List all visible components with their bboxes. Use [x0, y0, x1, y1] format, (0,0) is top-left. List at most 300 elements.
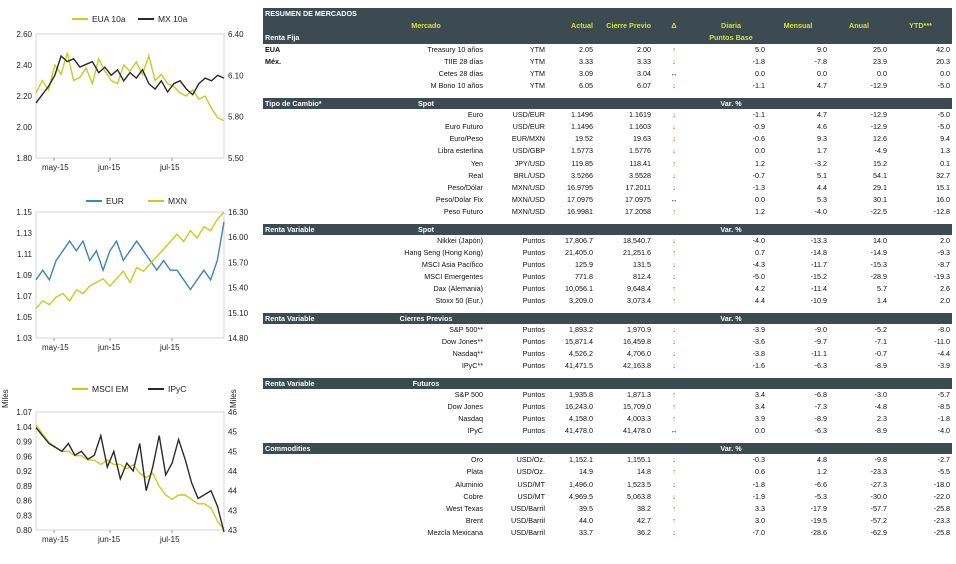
- trend-arrow-icon: ↑: [672, 515, 676, 525]
- row-daily: 1.2: [755, 206, 765, 216]
- trend-arrow-icon: ↓: [672, 134, 676, 144]
- row-monthly: -7.8: [814, 57, 827, 67]
- row-region: [263, 348, 367, 360]
- row-monthly: 4.8: [817, 455, 827, 465]
- y-right-tick: 16.30: [228, 208, 249, 217]
- row-actual: 4,526.2: [569, 349, 593, 359]
- row-region: [263, 336, 367, 348]
- row-market: Euro/Peso: [449, 134, 483, 144]
- x-tick-label: jul-15: [160, 535, 180, 544]
- row-ytd: -5.5: [937, 467, 951, 477]
- section-header: [263, 224, 952, 235]
- row-monthly: -3.2: [814, 158, 827, 168]
- row-annual: -14.9: [870, 247, 887, 257]
- row-annual: -5.2: [874, 325, 887, 335]
- trend-arrow-icon: ↓: [672, 122, 676, 132]
- row-ytd: 0.0: [940, 69, 951, 79]
- row-unit: Puntos: [522, 349, 545, 359]
- row-unit: USD/Oz.: [516, 467, 545, 477]
- y-left-tick: 0.83: [16, 511, 32, 521]
- row-annual: 29.1: [873, 182, 887, 192]
- col-mercado: Mercado: [367, 20, 485, 32]
- row-market: Dow Jones: [447, 402, 483, 412]
- row-daily: -3.6: [752, 337, 765, 347]
- row-market: Brent: [465, 515, 483, 525]
- row-actual: 15,871.4: [565, 337, 593, 347]
- row-daily: -1.9: [752, 491, 765, 501]
- row-actual: 17.0975: [567, 194, 593, 204]
- row-annual: -23.3: [870, 467, 887, 477]
- x-tick-label: may-15: [42, 535, 69, 544]
- table-row: [263, 182, 952, 194]
- row-market: Cetes 28 días: [438, 69, 483, 79]
- row-previous: 16,459.8: [623, 337, 651, 347]
- row-annual: -12.9: [870, 81, 887, 91]
- row-market: Treasury 10 años: [427, 45, 483, 55]
- row-annual: -3.0: [874, 390, 887, 400]
- trend-arrow-icon: ↓: [672, 170, 676, 180]
- legend-label: EUR: [106, 196, 124, 206]
- row-previous: 118.41: [629, 158, 651, 168]
- row-ytd: -5.0: [937, 122, 951, 132]
- section-header: [263, 443, 952, 454]
- row-daily: 0.0: [755, 426, 765, 436]
- row-ytd: -1.8: [937, 414, 951, 424]
- row-region: [263, 68, 367, 80]
- row-annual: -28.9: [870, 271, 887, 281]
- trend-arrow-icon: ↓: [672, 337, 676, 347]
- row-region: [263, 425, 367, 437]
- row-unit: MXN/USD: [511, 194, 545, 204]
- row-annual: -27.3: [870, 479, 887, 489]
- row-annual: 23.9: [873, 57, 887, 67]
- table-row: [263, 515, 952, 527]
- row-market: Stoxx 50 (Eur.): [435, 296, 483, 305]
- row-annual: 30.1: [873, 194, 887, 204]
- row-unit: Puntos: [522, 414, 545, 424]
- trend-arrow-icon: ↑: [672, 206, 676, 216]
- row-monthly: 0.0: [817, 69, 827, 79]
- y-left-tick: 1.13: [16, 229, 32, 238]
- trend-arrow-icon: ↑: [672, 503, 676, 513]
- trend-arrow-icon: ↓: [672, 349, 676, 359]
- row-ytd: -5.0: [937, 110, 951, 120]
- row-unit: YTM: [529, 69, 545, 79]
- row-previous: 131.5: [633, 259, 651, 269]
- series-line-eur: [36, 222, 224, 290]
- x-tick-label: jun-15: [98, 163, 121, 172]
- puntos-base-label: Puntos Base: [695, 32, 767, 44]
- row-unit: MXN/USD: [511, 182, 545, 192]
- row-ytd: -2.7: [937, 455, 951, 465]
- row-annual: -9.8: [874, 455, 887, 465]
- row-actual: 771.8: [575, 271, 593, 281]
- row-annual: 25.0: [873, 45, 887, 55]
- row-ytd: -11.0: [934, 337, 951, 347]
- table-row: [263, 324, 952, 336]
- trend-arrow-icon: ↑: [672, 467, 676, 477]
- row-previous: 19.63: [633, 134, 651, 144]
- row-actual: 1,935.8: [569, 390, 593, 400]
- row-previous: 1.1619: [629, 110, 651, 120]
- section-header: [263, 98, 952, 109]
- row-ytd: -9.3: [937, 247, 951, 257]
- row-annual: -7.1: [874, 337, 887, 347]
- row-actual: 14.9: [579, 467, 593, 477]
- row-previous: 6.07: [637, 81, 651, 91]
- row-ytd: -18.0: [933, 479, 951, 489]
- row-daily: 3.3: [755, 503, 765, 513]
- row-ytd: -23.3: [933, 515, 951, 525]
- row-market: Dax (Alemania): [433, 283, 483, 293]
- y-right-tick: 15.70: [228, 258, 249, 268]
- row-actual: 16,243.0: [565, 402, 593, 412]
- row-ytd: -22.0: [933, 491, 951, 501]
- row-monthly: -19.5: [810, 515, 827, 525]
- legend-label: EUA 10a: [92, 14, 126, 24]
- row-annual: -57.7: [870, 503, 887, 513]
- row-market: IPyC**: [461, 361, 483, 371]
- row-monthly: -6.3: [814, 426, 827, 436]
- row-actual: 41,471.5: [565, 361, 593, 371]
- row-daily: 3.9: [755, 414, 765, 424]
- y-right-tick: 45: [228, 447, 237, 457]
- y-left-tick: 0.99: [16, 437, 32, 447]
- row-daily: -3.8: [752, 349, 765, 359]
- row-previous: 17.0975: [625, 194, 651, 204]
- trend-arrow-icon: ↑: [672, 402, 676, 412]
- row-region: [263, 235, 367, 247]
- row-previous: 3.5528: [629, 170, 651, 180]
- section-var-label: Var. %: [695, 313, 767, 324]
- table-row: [263, 44, 952, 56]
- trend-arrow-icon: ↑: [672, 158, 676, 168]
- trend-arrow-icon: ↔: [670, 194, 678, 204]
- row-ytd: 32.7: [936, 170, 951, 180]
- row-unit: Puntos: [522, 361, 545, 371]
- row-previous: 1,970.9: [627, 325, 651, 335]
- row-region: [263, 527, 367, 539]
- market-table-body: [263, 8, 952, 539]
- section-var-label: [695, 378, 767, 389]
- table-row: [263, 271, 952, 283]
- row-market: Nasdaq**: [452, 349, 483, 359]
- section-subtitle: Cierres Previos: [367, 313, 485, 324]
- series-line-ipyc: [36, 428, 224, 532]
- section-var-label: Var. %: [695, 98, 767, 109]
- y-left-tick: 1.80: [16, 154, 32, 163]
- equity-chart: [0, 376, 258, 546]
- row-monthly: 5.1: [817, 170, 827, 180]
- row-annual: 14.0: [873, 235, 887, 245]
- row-annual: -8.9: [874, 426, 887, 436]
- table-row: [263, 68, 952, 80]
- section-blank: [767, 98, 952, 109]
- row-unit: Puntos: [522, 426, 545, 436]
- row-market: West Texas: [446, 503, 483, 513]
- row-daily: -1.3: [752, 182, 765, 192]
- table-header-row: [263, 20, 952, 32]
- row-annual: 2.3: [877, 414, 887, 424]
- table-title-row: [263, 8, 952, 20]
- section-title: Tipo de Cambio*: [263, 98, 367, 109]
- row-actual: 3,209.0: [569, 296, 593, 305]
- row-monthly: 4.4: [817, 182, 827, 192]
- row-unit: USD/EUR: [512, 110, 545, 120]
- row-region: [263, 121, 367, 133]
- table-row: [263, 466, 952, 478]
- trend-arrow-icon: ↓: [672, 81, 676, 91]
- table-row: [263, 401, 952, 413]
- row-unit: Puntos: [522, 325, 545, 335]
- table-row: [263, 348, 952, 360]
- table-row: [263, 170, 952, 182]
- trend-arrow-icon: ↓: [672, 271, 676, 281]
- y-right-tick: 45: [228, 427, 237, 437]
- y-right-tick: 44: [228, 486, 237, 496]
- x-tick-label: may-15: [42, 163, 69, 172]
- row-monthly: -15.2: [810, 271, 827, 281]
- table-row: [263, 194, 952, 206]
- row-unit: Puntos: [522, 259, 545, 269]
- row-previous: 1,523.5: [627, 479, 651, 489]
- row-market: MSCI Emergentes: [424, 271, 483, 281]
- row-market: Dow Jones**: [441, 337, 483, 347]
- y-left-tick: 1.09: [16, 271, 32, 280]
- row-market: Nasdaq: [458, 414, 483, 424]
- row-monthly: 1.2: [817, 467, 827, 477]
- table-row: [263, 206, 952, 218]
- trend-arrow-icon: ↓: [672, 491, 676, 501]
- fx-chart: [0, 192, 258, 352]
- trend-arrow-icon: ↓: [672, 182, 676, 192]
- row-region: [263, 466, 367, 478]
- y-left-tick: 1.07: [16, 408, 32, 417]
- row-annual: -57.2: [870, 515, 887, 525]
- market-summary-table: [263, 8, 952, 539]
- row-region: [263, 454, 367, 466]
- trend-arrow-icon: ↓: [672, 527, 676, 537]
- row-daily: 1.2: [755, 158, 765, 168]
- row-previous: 4,003.3: [627, 414, 651, 424]
- row-daily: 3.4: [755, 402, 765, 412]
- row-market: Plata: [466, 467, 483, 477]
- row-actual: 10,056.1: [565, 283, 593, 293]
- trend-arrow-icon: ↓: [672, 110, 676, 120]
- row-region: Méx.: [265, 57, 281, 67]
- trend-arrow-icon: ↓: [672, 479, 676, 489]
- row-region: [263, 503, 367, 515]
- row-annual: 54.1: [873, 170, 887, 180]
- row-unit: YTM: [529, 81, 545, 91]
- row-market: Nikkei (Japón): [437, 235, 483, 245]
- row-daily: -0.9: [752, 122, 765, 132]
- row-daily: -1.1: [752, 81, 765, 91]
- table-row: [263, 336, 952, 348]
- row-actual: 119.85: [571, 158, 593, 168]
- row-daily: -0.3: [752, 455, 765, 465]
- section-header: [263, 313, 952, 324]
- legend-label: IPyC: [168, 384, 187, 394]
- table-row: [263, 503, 952, 515]
- y-left-tick: 1.07: [16, 292, 32, 301]
- section-blank: [767, 443, 952, 454]
- row-monthly: -11.7: [811, 259, 827, 269]
- y-left-tick: 2.60: [16, 30, 32, 39]
- legend-label: MX 10a: [158, 14, 188, 24]
- row-annual: -15.3: [870, 259, 887, 269]
- row-monthly: -11.1: [811, 349, 827, 359]
- x-tick-label: jul-15: [160, 163, 180, 172]
- row-previous: 17.2058: [625, 206, 651, 216]
- col-actual: Actual: [547, 20, 595, 32]
- x-tick-label: jun-15: [98, 535, 121, 544]
- row-unit: Puntos: [522, 283, 545, 293]
- row-annual: -4.9: [874, 146, 887, 156]
- row-monthly: 4.7: [817, 110, 827, 120]
- row-previous: 18,540.7: [623, 235, 651, 245]
- row-market: S&P 500**: [449, 325, 483, 335]
- y-right-tick: 43: [228, 526, 237, 535]
- row-monthly: 9.3: [817, 134, 827, 144]
- trend-arrow-icon: ↑: [672, 414, 676, 424]
- row-actual: 19.52: [575, 134, 593, 144]
- row-daily: -1.6: [752, 361, 765, 371]
- row-ytd: 42.0: [936, 45, 951, 55]
- row-annual: 15.2: [873, 158, 887, 168]
- row-annual: -0.7: [874, 349, 887, 359]
- table-row: [263, 145, 952, 157]
- row-daily: -1.8: [752, 479, 765, 489]
- row-daily: -3.9: [752, 325, 765, 335]
- row-annual: 12.6: [873, 134, 887, 144]
- row-previous: 21,251.6: [623, 247, 651, 257]
- row-previous: 2.00: [637, 45, 651, 55]
- row-unit: Puntos: [522, 235, 545, 245]
- row-previous: 9,648.4: [627, 283, 651, 293]
- row-previous: 42,163.8: [623, 361, 651, 371]
- section-subtitle: Spot: [367, 224, 485, 235]
- section-title: Renta Variable: [263, 378, 367, 389]
- row-region: [263, 413, 367, 425]
- row-unit: USD/Barril: [511, 527, 545, 537]
- y-right-tick: 15.10: [228, 308, 249, 318]
- table-row: [263, 491, 952, 503]
- row-previous: 17.2011: [625, 182, 651, 192]
- row-region: [263, 271, 367, 283]
- y-left-tick: 1.04: [16, 422, 32, 432]
- row-unit: YTM: [529, 57, 545, 67]
- col-mensual: Mensual: [767, 20, 829, 32]
- row-actual: 1,152.1: [569, 455, 593, 465]
- row-unit: USD/Barril: [511, 503, 545, 513]
- row-daily: 0.6: [755, 467, 765, 477]
- table-row: [263, 247, 952, 259]
- legend-label: MSCI EM: [92, 384, 129, 394]
- table-row: [263, 158, 952, 170]
- row-monthly: -8.9: [814, 414, 827, 424]
- section-subtitle: Futuros: [367, 378, 485, 389]
- row-market: Cobre: [463, 491, 483, 501]
- table-row: [263, 413, 952, 425]
- table-row: [263, 56, 952, 68]
- row-annual: -12.9: [870, 122, 887, 132]
- y-right-tick: 16.00: [228, 233, 249, 243]
- row-region: [263, 295, 367, 307]
- row-monthly: -17.9: [810, 503, 827, 513]
- row-region: [263, 170, 367, 182]
- row-ytd: 0.1: [940, 158, 951, 168]
- row-daily: 4.4: [755, 296, 765, 305]
- row-annual: -62.9: [870, 527, 887, 537]
- trend-arrow-icon: ↑: [672, 283, 676, 293]
- row-daily: 3.0: [755, 515, 765, 525]
- table-row: [263, 454, 952, 466]
- row-ytd: -8.0: [937, 325, 951, 335]
- row-unit: USD/MT: [517, 491, 545, 501]
- table-row: [263, 109, 952, 121]
- row-market: Yen: [470, 158, 483, 168]
- col-delta: Δ: [653, 20, 695, 32]
- row-ytd: -5.7: [937, 390, 951, 400]
- row-region: [263, 247, 367, 259]
- row-actual: 6.05: [579, 81, 593, 91]
- section-blank: [485, 313, 695, 324]
- row-region: [263, 133, 367, 145]
- row-monthly: -5.3: [814, 491, 827, 501]
- row-monthly: -28.6: [810, 527, 827, 537]
- section-var-label: Var. %: [695, 443, 767, 454]
- section-title: Renta Variable: [263, 313, 367, 324]
- y-left-tick: 2.00: [16, 123, 32, 132]
- row-ytd: 1.3: [940, 146, 951, 156]
- y-left-tick: 1.05: [16, 313, 32, 322]
- row-market: TIIE 28 días: [444, 57, 483, 67]
- y-left-title: Miles: [1, 389, 10, 408]
- row-ytd: 16.0: [936, 194, 951, 204]
- row-unit: JPY/USD: [514, 158, 545, 168]
- row-ytd: -4.4: [937, 349, 951, 359]
- row-ytd: -12.8: [933, 206, 951, 216]
- section-blank: [767, 224, 952, 235]
- row-ytd: -4.0: [937, 426, 951, 436]
- row-region: [263, 479, 367, 491]
- renta-fija-label: Renta Fija: [263, 32, 367, 44]
- row-daily: -4.0: [752, 235, 765, 245]
- row-unit: USD/EUR: [512, 122, 545, 132]
- row-region: [263, 401, 367, 413]
- x-tick-label: jun-15: [98, 343, 121, 352]
- row-region: [263, 283, 367, 295]
- row-previous: 3.04: [637, 69, 651, 79]
- row-region: [263, 515, 367, 527]
- row-annual: -22.5: [870, 206, 887, 216]
- row-region: [263, 389, 367, 401]
- col-anual: Anual: [829, 20, 889, 32]
- row-actual: 3.5266: [571, 170, 593, 180]
- row-market: Euro: [467, 110, 483, 120]
- row-monthly: 4.6: [817, 122, 827, 132]
- row-previous: 1,871.3: [627, 390, 651, 400]
- row-region: [263, 145, 367, 157]
- row-market: MSCI Asia Pacífico: [421, 259, 483, 269]
- series-line-eua-10a: [36, 53, 224, 121]
- y-right-tick: 5.80: [228, 112, 244, 122]
- row-unit: EUR/MXN: [511, 134, 545, 144]
- y-right-tick: 14.80: [228, 334, 249, 343]
- row-region: [263, 259, 367, 271]
- plot-frame: [36, 212, 224, 338]
